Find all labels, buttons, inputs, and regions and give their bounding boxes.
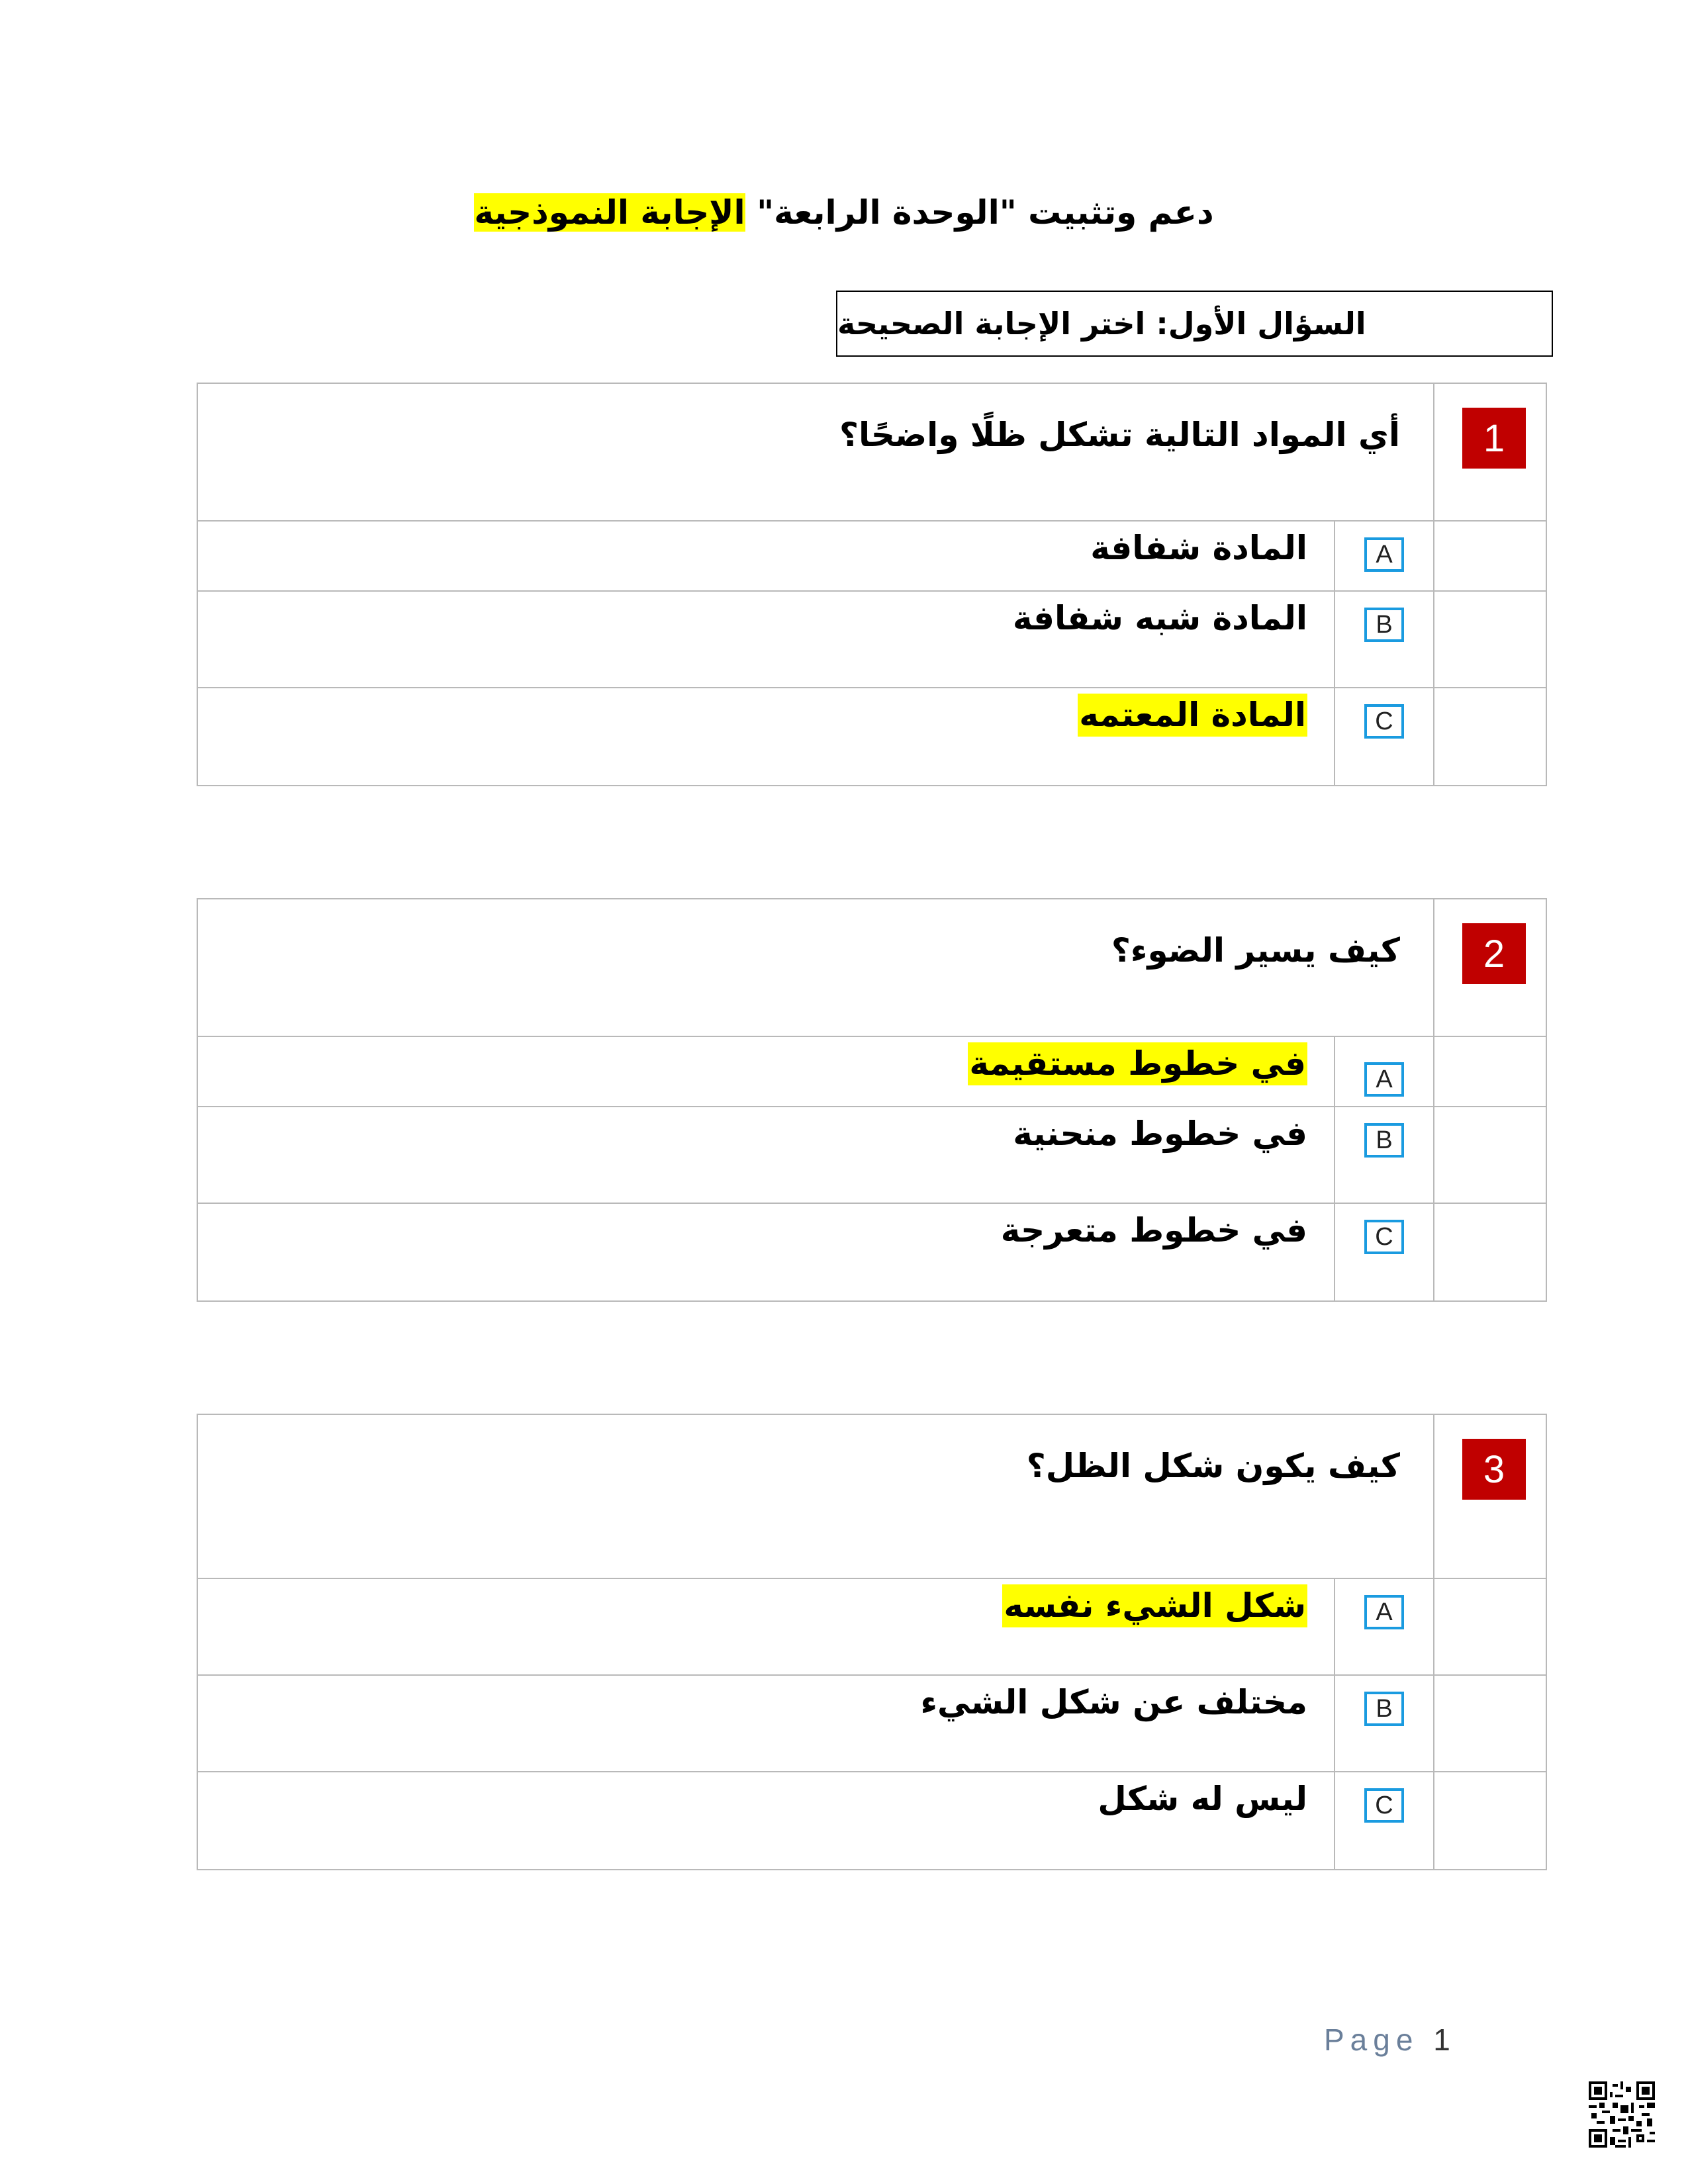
question-table-3: [197, 1414, 1547, 1870]
question-number-badge: 3: [1462, 1439, 1526, 1500]
qr-code-icon: [1589, 2081, 1655, 2148]
section-heading: السؤال الأول: اختر الإجابة الصحيحة: [837, 306, 1366, 341]
option-row[interactable]: [198, 522, 1546, 592]
option-letter-box[interactable]: A: [1364, 537, 1404, 572]
option-text: ليس له شكل: [1098, 1780, 1307, 1818]
option-letter-box[interactable]: B: [1364, 1123, 1404, 1158]
page-footer: [1324, 2022, 1456, 2058]
empty-cell: [1433, 1579, 1546, 1674]
page-number: 1: [1433, 2023, 1456, 2057]
option-letter-box[interactable]: C: [1364, 1220, 1404, 1254]
letter-cell: [1334, 592, 1433, 687]
option-row[interactable]: [198, 1579, 1546, 1676]
option-letter-box[interactable]: C: [1364, 1788, 1404, 1823]
question-text: كيف يكون شكل الظل؟: [1026, 1447, 1400, 1485]
option-row[interactable]: [198, 1772, 1546, 1869]
option-text: المادة شبه شفافة: [1012, 599, 1307, 637]
section-heading-box: [836, 291, 1553, 357]
title-main: دعم وتثبيت "الوحدة الرابعة": [757, 193, 1214, 232]
option-text: المادة شفافة: [1090, 529, 1307, 567]
option-text: مختلف عن شكل الشيء: [920, 1683, 1307, 1721]
question-row: [198, 899, 1546, 1037]
letter-cell: [1334, 1676, 1433, 1771]
option-text: في خطوط متعرجة: [1000, 1211, 1307, 1250]
question-text: أي المواد التالية تشكل ظلًا واضحًا؟: [839, 416, 1400, 454]
option-letter-box[interactable]: A: [1364, 1062, 1404, 1097]
option-text-correct: شكل الشيء نفسه: [1002, 1584, 1307, 1627]
empty-cell: [1433, 1037, 1546, 1106]
empty-cell: [1433, 1772, 1546, 1869]
question-table-1: [197, 383, 1547, 786]
question-number-badge: 2: [1462, 923, 1526, 984]
option-letter-box[interactable]: B: [1364, 608, 1404, 642]
option-text-correct: في خطوط مستقيمة: [968, 1042, 1307, 1085]
letter-cell: [1334, 522, 1433, 590]
question-text: كيف يسير الضوء؟: [1111, 931, 1400, 970]
letter-cell: [1334, 1204, 1433, 1300]
question-row: [198, 384, 1546, 522]
empty-cell: [1433, 1107, 1546, 1203]
page-label: Page: [1324, 2023, 1419, 2057]
number-cell: [1433, 384, 1546, 520]
empty-cell: [1433, 688, 1546, 785]
option-letter-box[interactable]: C: [1364, 704, 1404, 739]
letter-cell: [1334, 1579, 1433, 1674]
option-text: في خطوط منحنية: [1013, 1115, 1307, 1153]
letter-cell: [1334, 688, 1433, 785]
empty-cell: [1433, 1204, 1546, 1300]
option-row[interactable]: [198, 592, 1546, 688]
title-highlight: الإجابة النموذجية: [474, 193, 745, 232]
option-letter-box[interactable]: A: [1364, 1595, 1404, 1629]
option-row[interactable]: [198, 1204, 1546, 1300]
question-row: [198, 1415, 1546, 1579]
number-cell: [1433, 899, 1546, 1036]
document-title: [0, 193, 1688, 253]
option-row[interactable]: [198, 1676, 1546, 1772]
question-table-2: [197, 898, 1547, 1302]
empty-cell: [1433, 522, 1546, 590]
empty-cell: [1433, 1676, 1546, 1771]
option-row[interactable]: [198, 1037, 1546, 1107]
number-cell: [1433, 1415, 1546, 1578]
option-text-correct: المادة المعتمه: [1078, 694, 1307, 737]
option-row[interactable]: [198, 688, 1546, 785]
letter-cell: [1334, 1037, 1433, 1106]
letter-cell: [1334, 1107, 1433, 1203]
option-letter-box[interactable]: B: [1364, 1692, 1404, 1726]
question-number-badge: 1: [1462, 408, 1526, 469]
option-row[interactable]: [198, 1107, 1546, 1204]
empty-cell: [1433, 592, 1546, 687]
letter-cell: [1334, 1772, 1433, 1869]
